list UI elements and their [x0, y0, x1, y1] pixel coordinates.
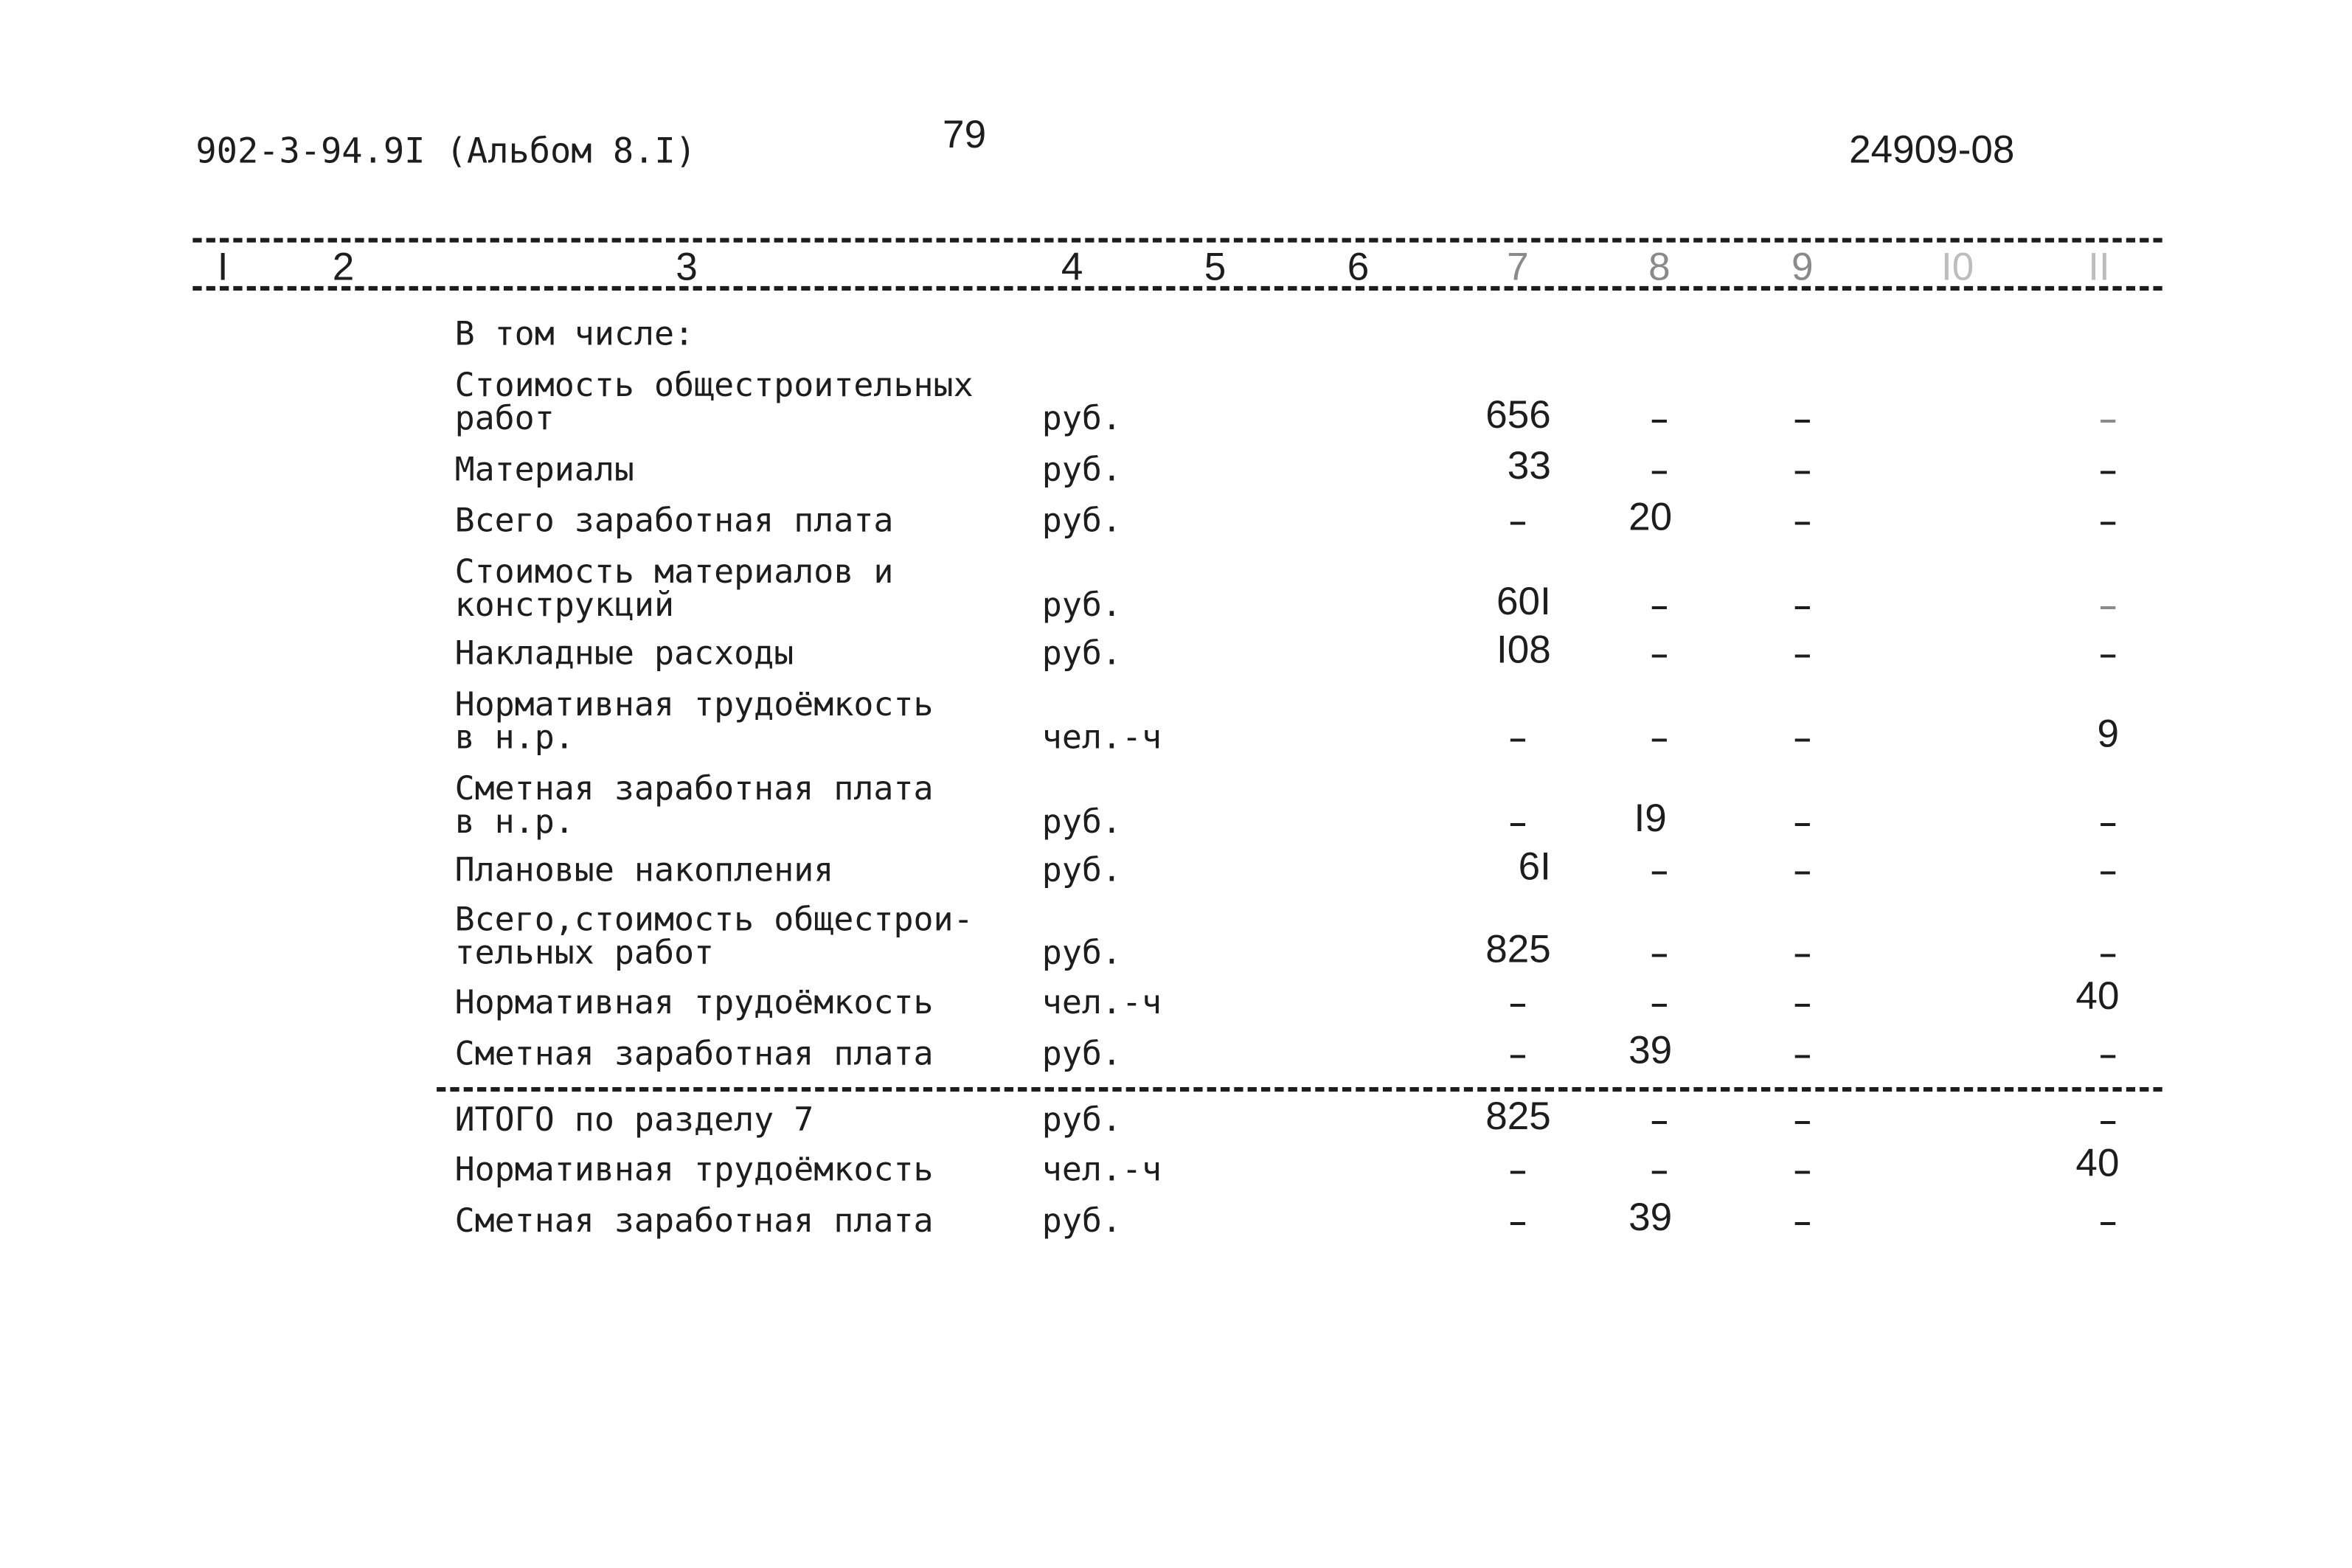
- cell-col-11: 40: [2075, 972, 2120, 1019]
- cell-col-8: –: [1651, 1105, 1668, 1139]
- col-number-10: I0: [1940, 243, 1974, 289]
- row-label: Стоимость материалов и: [454, 554, 894, 592]
- cell-col-9: –: [1794, 807, 1811, 841]
- cell-col-9: –: [1794, 937, 1811, 971]
- cell-col-7: 6I: [1518, 843, 1551, 889]
- cell-col-9: –: [1794, 638, 1811, 672]
- row-label-continued: работ: [454, 400, 555, 439]
- row-unit: руб.: [1041, 400, 1122, 439]
- cell-col-9: –: [1794, 722, 1811, 756]
- row-label: Накладные расходы: [454, 635, 794, 673]
- section-divider-rule: [437, 1087, 2162, 1092]
- cell-col-7: –: [1509, 1154, 1527, 1188]
- row-label: Стоимость общестроительных: [454, 367, 974, 406]
- row-label: Сметная заработная плата: [454, 771, 934, 809]
- cell-col-8: –: [1651, 454, 1668, 488]
- row-unit: чел.-ч: [1041, 1151, 1162, 1190]
- row-label: Нормативная трудоёмкость: [454, 985, 934, 1023]
- cell-col-7: –: [1509, 505, 1527, 539]
- row-label: Нормативная трудоёмкость: [454, 1151, 934, 1190]
- row-unit: руб.: [1041, 587, 1122, 625]
- cell-col-9: –: [1794, 403, 1811, 437]
- col-number-2: 2: [332, 243, 355, 289]
- cell-col-11: –: [2099, 1038, 2117, 1072]
- row-label: Всего заработная плата: [454, 502, 894, 541]
- header-bottom-rule: [192, 286, 2162, 291]
- col-number-6: 6: [1347, 243, 1370, 289]
- cell-col-8: –: [1651, 590, 1668, 624]
- row-unit: руб.: [1041, 852, 1122, 890]
- col-number-8: 8: [1648, 243, 1671, 289]
- document-code: 902-3-94.9I (Альбом 8.I): [195, 132, 696, 172]
- cell-col-7: –: [1509, 722, 1527, 756]
- col-number-4: 4: [1061, 243, 1083, 289]
- row-unit: руб.: [1041, 804, 1122, 842]
- page-number: 79: [943, 111, 987, 157]
- col-number-7: 7: [1507, 243, 1529, 289]
- row-unit: руб.: [1041, 502, 1122, 541]
- cell-col-7: –: [1509, 1038, 1527, 1072]
- col-number-11: II: [2088, 243, 2110, 289]
- row-unit: руб.: [1041, 1203, 1122, 1241]
- cell-col-11: 40: [2075, 1139, 2120, 1185]
- sheet-code: 24909-08: [1849, 126, 2015, 172]
- cell-col-11: –: [2099, 855, 2117, 889]
- row-label-continued: в н.р.: [454, 719, 575, 757]
- cell-col-9: –: [1794, 1154, 1811, 1188]
- row-label: Сметная заработная плата: [454, 1203, 934, 1241]
- cell-col-7: –: [1509, 807, 1527, 841]
- cell-col-7: 33: [1507, 443, 1551, 488]
- cell-col-8: –: [1651, 638, 1668, 672]
- cell-col-8: –: [1651, 1154, 1668, 1188]
- cell-col-11: –: [2099, 937, 2117, 971]
- cell-col-8: 39: [1628, 1193, 1673, 1240]
- row-unit: руб.: [1041, 1102, 1122, 1140]
- col-number-3: 3: [676, 243, 698, 289]
- cell-col-9: –: [1794, 855, 1811, 889]
- row-unit: руб.: [1041, 635, 1122, 673]
- cell-col-8: 39: [1628, 1027, 1673, 1072]
- row-label: Материалы: [454, 451, 634, 490]
- cell-col-9: –: [1794, 505, 1811, 539]
- cell-col-8: –: [1651, 403, 1668, 437]
- col-number-1: I: [217, 243, 229, 289]
- row-label: ИТОГО по разделу 7: [454, 1102, 814, 1140]
- row-label-continued: тельных работ: [454, 934, 715, 973]
- cell-col-9: –: [1794, 590, 1811, 624]
- cell-col-9: –: [1794, 1105, 1811, 1139]
- cell-col-11: –: [2099, 1206, 2117, 1240]
- cell-col-7: –: [1509, 988, 1527, 1021]
- row-label: Сметная заработная плата: [454, 1035, 934, 1074]
- row-unit: руб.: [1041, 1035, 1122, 1074]
- cell-col-9: –: [1794, 988, 1811, 1021]
- cell-col-11: –: [2099, 638, 2117, 672]
- cell-col-11: –: [2099, 505, 2117, 539]
- row-label-continued: в н.р.: [454, 804, 575, 842]
- cell-col-7: 825: [1485, 1093, 1551, 1139]
- row-label: Плановые накопления: [454, 852, 834, 890]
- row-unit: чел.-ч: [1041, 719, 1162, 757]
- cell-col-9: –: [1794, 454, 1811, 488]
- row-label: В том числе:: [454, 316, 695, 354]
- cell-col-9: –: [1794, 1038, 1811, 1072]
- row-label: Нормативная трудоёмкость: [454, 686, 934, 725]
- cell-col-8: 20: [1628, 493, 1673, 539]
- cell-col-7: I08: [1496, 626, 1551, 672]
- cell-col-11: 9: [2097, 710, 2120, 756]
- cell-col-7: 825: [1485, 926, 1551, 971]
- row-label-continued: конструкций: [454, 587, 675, 625]
- cell-col-11: –: [2099, 590, 2117, 624]
- cell-col-9: –: [1794, 1206, 1811, 1240]
- cell-col-8: –: [1651, 937, 1668, 971]
- cell-col-11: –: [2099, 454, 2117, 488]
- cell-col-8: –: [1651, 855, 1668, 889]
- col-number-5: 5: [1204, 243, 1227, 289]
- row-unit: руб.: [1041, 451, 1122, 490]
- cell-col-8: I9: [1634, 794, 1667, 841]
- cell-col-11: –: [2099, 807, 2117, 841]
- cell-col-7: 60I: [1496, 577, 1551, 624]
- cell-col-7: 656: [1485, 391, 1551, 437]
- header-top-rule: [192, 238, 2162, 243]
- cell-col-11: –: [2099, 1105, 2117, 1139]
- cell-col-8: –: [1651, 722, 1668, 756]
- cell-col-8: –: [1651, 988, 1668, 1021]
- row-unit: руб.: [1041, 934, 1122, 973]
- cell-col-7: –: [1509, 1206, 1527, 1240]
- col-number-9: 9: [1791, 243, 1814, 289]
- cell-col-11: –: [2099, 403, 2117, 437]
- row-unit: чел.-ч: [1041, 985, 1162, 1023]
- row-label: Всего,стоимость общестрои-: [454, 901, 974, 940]
